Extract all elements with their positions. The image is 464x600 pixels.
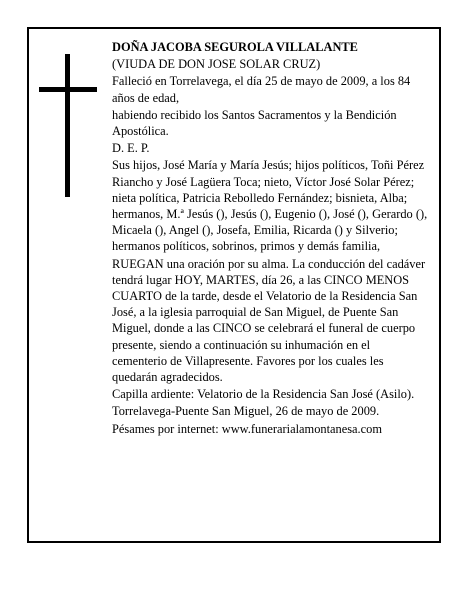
- deceased-name: DOÑA JACOBA SEGUROLA VILLALANTE: [112, 40, 358, 54]
- family-paragraph: Sus hijos, José María y María Jesús; hijos políticos, Toñi Pérez Riancho y José Lagüera Toca; nieto, Víctor José Solar Pérez; nieta política, Patricia Rebolledo Fernández; bisnieta, Alba; hermanos, M.ª Jesús (), Jesús (), Eugenio (), José (), Gerardo (), Micaela (), Angel (), Josefa, Emilia, Ricarda () y Silverio; hermanos políticos, sobrinos, primos y demás familia,: [112, 158, 428, 254]
- death-paragraph: Falleció en Torrelavega, el día 25 de mayo de 2009, a los 84 años de edad,: [112, 74, 411, 105]
- widow-of-line: (VIUDA DE DON JOSE SOLAR CRUZ): [112, 57, 321, 72]
- condolences-line: Pésames por internet: www.funerarialamontanesa.com: [112, 421, 382, 436]
- funeral-paragraph: RUEGAN una oración por su alma. La conducción del cadáver tendrá lugar HOY, MARTES, día 26, a las CINCO MENOS CUARTO de la tarde, desde el Velatorio de la Residencia San José, a la iglesia parroquial de San Miguel, de Puente San Miguel, donde a las CINCO se celebrará el funeral de cuerpo presente, siendo a continuación su inhumación en el cementerio de Villapresente. Favores por los cuales les quedarán agradecidos.: [112, 256, 426, 385]
- dep-line: D. E. P.: [112, 141, 150, 156]
- sacraments-paragraph: habiendo recibido los Santos Sacramentos y la Bendición Apostólica.: [112, 107, 397, 139]
- chapel-paragraph: Capilla ardiente: Velatorio de la Residencia San José (Asilo).: [112, 387, 415, 402]
- place-date-line: Torrelavega-Puente San Miguel, 26 de mayo de 2009.: [112, 404, 380, 419]
- cross-vertical-bar: [65, 54, 70, 197]
- cross-horizontal-bar: [39, 87, 97, 92]
- obituary-text: [112, 39, 428, 438]
